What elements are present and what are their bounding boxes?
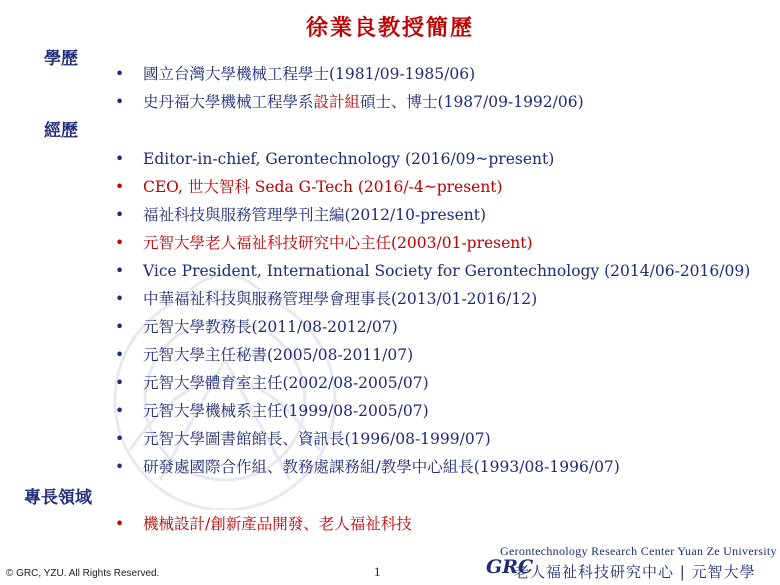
education-item-text: 國立台灣大學機械工程學士(1981/09-1985/06) (143, 65, 476, 83)
experience-item (115, 317, 398, 337)
experience-item (115, 149, 554, 169)
experience-item (115, 429, 491, 449)
experience-heading: 經歷 (44, 121, 78, 141)
bullet: • (115, 318, 125, 336)
education-item-text: 史丹福大學機械工程學系 (143, 93, 314, 111)
bullet: • (115, 206, 125, 224)
bullet: • (115, 515, 125, 533)
experience-item-text: Editor-in-chief, Gerontechnology (2016/09~present) (143, 150, 555, 168)
education-item-text: 碩士、博士(1987/09-1992/06) (360, 93, 584, 111)
bullet: • (115, 93, 125, 111)
experience-item (115, 457, 620, 477)
experience-item-text: 福祉科技與服務管理學刊主編(2012/10-present) (143, 206, 487, 224)
bullet: • (115, 402, 125, 420)
bullet: • (115, 346, 125, 364)
experience-item (115, 233, 533, 253)
bullet: • (115, 65, 125, 83)
experience-item-text: 研發處國際合作組、教務處課務組/教學中心組長(1993/08-1996/07) (143, 458, 620, 476)
copyright-notice: © GRC, YZU. All Rights Reserved. (6, 568, 160, 579)
experience-item-text: 中華福祉科技與服務管理學會理事長(2013/01-2016/12) (143, 290, 538, 308)
page-number: 1 (374, 564, 381, 579)
education-heading: 學歷 (44, 49, 78, 69)
expertise-item (115, 514, 412, 534)
experience-item (115, 261, 750, 281)
experience-item-text: 元智大學機械系主任(1999/08-2005/07) (143, 402, 429, 420)
highlight-text: 設計組 (313, 93, 361, 111)
experience-item (115, 373, 429, 393)
grc-logo-mark: GRC (486, 556, 534, 578)
bullet: • (115, 458, 125, 476)
experience-item (115, 177, 503, 197)
bullet: • (115, 150, 125, 168)
experience-item-text: 元智大學教務長(2011/08-2012/07) (143, 318, 398, 336)
experience-item (115, 401, 429, 421)
experience-item (115, 289, 537, 309)
expertise-item-text: 機械設計/創新產品開發、老人福祉科技 (143, 515, 412, 533)
center-logo-english: Gerontechnology Research Center Yuan Ze University (500, 544, 777, 558)
education-item (115, 64, 475, 84)
experience-item-text: Vice President, International Society for Gerontechnology (2014/06-2016/09) (143, 262, 751, 280)
bullet: • (115, 430, 125, 448)
bullet: • (115, 262, 125, 280)
bullet: • (115, 234, 125, 252)
center-logo-chinese: 老人福祉科技研究中心 | 元智大學 (514, 563, 756, 581)
experience-item-text: CEO, 世大智科 Seda G-Tech (2016/-4~present) (143, 178, 503, 196)
bullet: • (115, 374, 125, 392)
experience-item-text: 元智大學老人福祉科技研究中心主任(2003/01-present) (143, 234, 533, 252)
education-item (115, 92, 584, 112)
experience-item-text: 元智大學體育室主任(2002/08-2005/07) (143, 374, 429, 392)
bullet: • (115, 178, 125, 196)
experience-item-text: 元智大學主任秘書(2005/08-2011/07) (143, 346, 414, 364)
expertise-heading: 專長領域 (24, 488, 92, 508)
experience-item (115, 345, 413, 365)
experience-item (115, 205, 486, 225)
bullet: • (115, 290, 125, 308)
page-title: 徐業良教授簡歷 (305, 15, 474, 41)
experience-item-text: 元智大學圖書館館長、資訊長(1996/08-1999/07) (143, 430, 491, 448)
